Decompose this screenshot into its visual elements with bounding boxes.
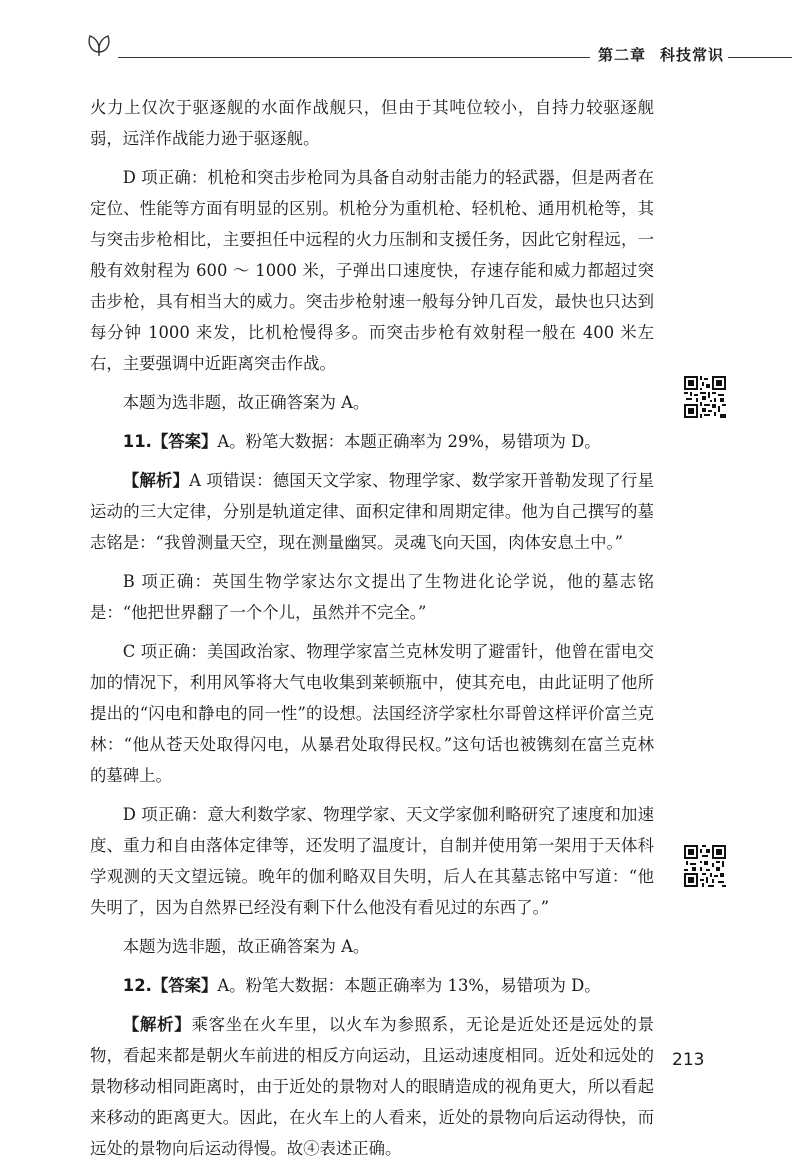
- paragraph: [90, 799, 654, 923]
- paragraph-text: A 项错误：德国天文学家、物理学家、数学家开普勒发现了行星运动的三大定律，分别是轨道定律、面积定律和周期定律。他为自己撰写的墓志铭是：“我曾测量天空，现在测量幽冥。灵魂飞向天国，肉体安息土中。”: [90, 471, 654, 552]
- analysis-tag: 【解析】: [122, 1015, 192, 1034]
- paragraph: [90, 387, 654, 418]
- paragraph: [90, 566, 654, 628]
- paragraph-text: 乘客坐在火车里，以火车为参照系，无论是近处还是远处的景物，看起来都是朝火车前进的相反方向运动，且运动速度相同。近处和远处的景物移动相同距离时，由于近处的景物对人的眼睛造成的视角更大，所以看起来移动的距离更大。因此，在火车上的人看来，近处的景物向后运动得快，而远处的景物向后运动得慢。故④表述正确。: [90, 1015, 655, 1158]
- page-number: 213: [672, 1050, 705, 1070]
- paragraph-text: B 项正确：英国生物学家达尔文提出了生物进化论学说，他的墓志铭是：“他把世界翻了一个个儿，虽然并不完全。”: [90, 572, 654, 622]
- leaf-icon: [84, 30, 114, 56]
- paragraph-text: C 项正确：美国政治家、物理学家富兰克林发明了避雷针，他曾在雷电交加的情况下，利用风筝将大气电收集到莱顿瓶中，使其充电，由此证明了他所提出的“闪电和静电的同一性”的设想。法国经济学家杜尔哥曾这样评价富兰克林：“他从苍天处取得闪电，从暴君处取得民权。”这句话也被镌刻在富兰克林的墓碑上。: [90, 642, 654, 785]
- main-content: [90, 92, 654, 1164]
- chapter-title: [598, 44, 724, 65]
- paragraph: [90, 92, 654, 154]
- answer-tag: 11.【答案】: [122, 432, 218, 451]
- analysis-paragraph: [90, 465, 654, 558]
- header-rule-right: [728, 57, 792, 58]
- paragraph: [90, 931, 654, 962]
- qr-code-icon[interactable]: [684, 845, 726, 887]
- analysis-tag: 【解析】: [122, 471, 190, 490]
- answer-tag: 12.【答案】: [122, 976, 218, 995]
- paragraph-text: A。粉笔大数据：本题正确率为 13%，易错项为 D。: [217, 976, 601, 995]
- paragraph-text: D 项正确：意大利数学家、物理学家、天文学家伽利略研究了速度和加速度、重力和自由落体定律等，还发明了温度计，自制并使用第一架用于天体科学观测的天文望远镜。晚年的伽利略双目失明，后人在其墓志铭中写道：“他失明了，因为自然界已经没有剩下什么他没有看见过的东西了。”: [90, 805, 654, 917]
- answer-paragraph: [90, 970, 654, 1001]
- paragraph-text: D 项正确：机枪和突击步枪同为具备自动射击能力的轻武器，但是两者在定位、性能等方面有明显的区别。机枪分为重机枪、轻机枪、通用机枪等，其与突击步枪相比，主要担任中远程的火力压制和支援任务，因此它射程远，一般有效射程为 600 ～ 1000 米，子弹出口速度快，存速存能和威力都超过突击步枪，具有相当大的威力。突击步枪射速一般每分钟几百发，最快也只达到每分钟 1000 来发，比机枪慢得多。而突击步枪有效射程一般在 400 米左右，主要强调中近距离突击作战。: [90, 168, 654, 373]
- paragraph-text: 火力上仅次于驱逐舰的水面作战舰只，但由于其吨位较小，自持力较驱逐舰弱，远洋作战能力逊于驱逐舰。: [90, 98, 654, 148]
- answer-paragraph: [90, 426, 654, 457]
- header-rule-left: [118, 57, 590, 58]
- qr-code-icon[interactable]: [684, 376, 726, 418]
- analysis-paragraph: [90, 1009, 654, 1164]
- chapter-number: 第二章: [598, 46, 647, 64]
- paragraph: [90, 162, 654, 379]
- paragraph-text: 本题为选非题，故正确答案为 A。: [122, 937, 370, 956]
- page-header: [0, 0, 800, 70]
- paragraph-text: 本题为选非题，故正确答案为 A。: [122, 393, 370, 412]
- paragraph-text: A。粉笔大数据：本题正确率为 29%，易错项为 D。: [217, 432, 601, 451]
- chapter-subject: 科技常识: [660, 46, 725, 64]
- paragraph: [90, 636, 654, 791]
